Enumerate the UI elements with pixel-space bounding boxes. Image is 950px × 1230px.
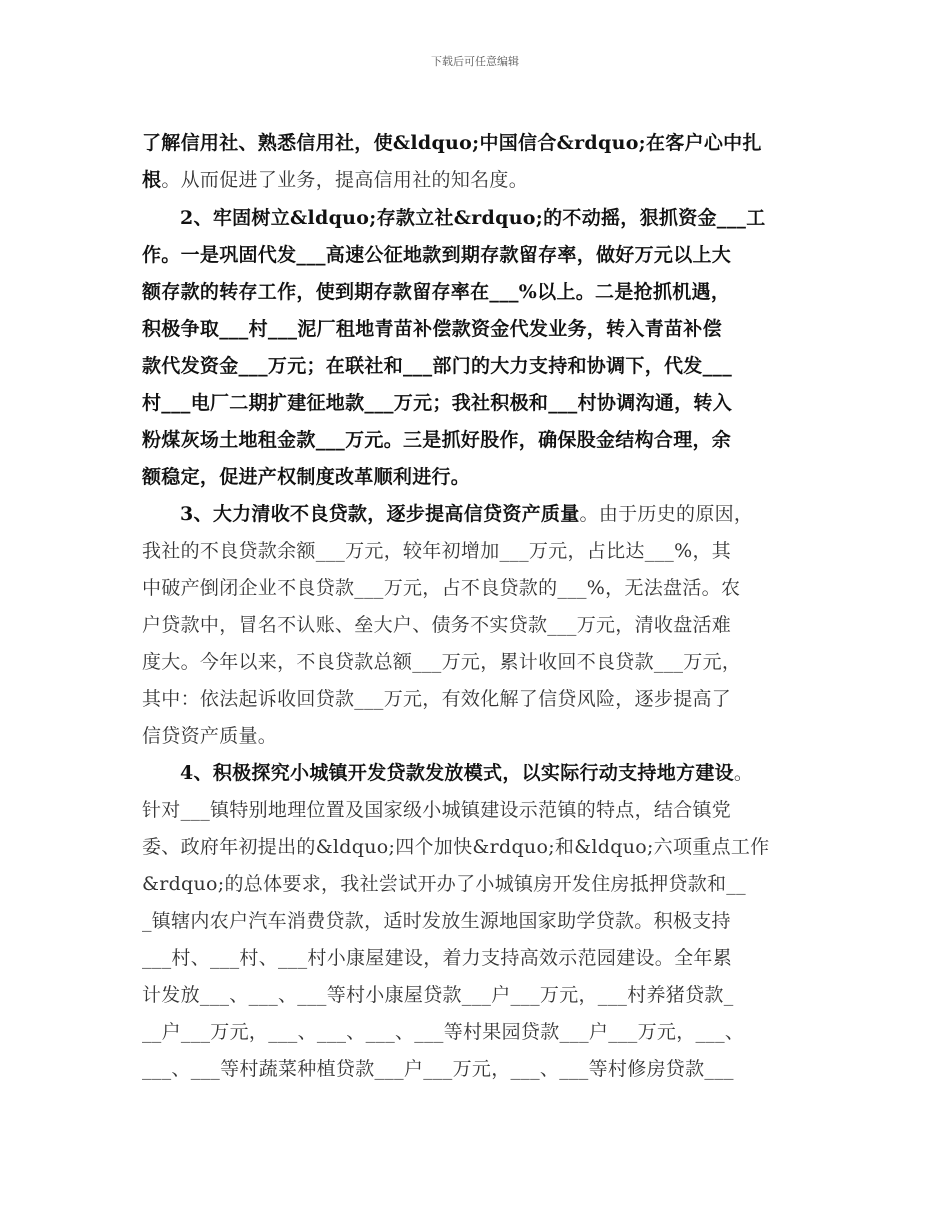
text-line (142, 240, 731, 267)
text-line (142, 980, 734, 1007)
bold-text-segment: 3、大力清收不良贷款，逐步提高信贷资产质量 (180, 503, 580, 525)
text-segment: &rdquo;的总体要求，我社尝试开办了小城镇房开发住房抵押贷款和__ (142, 873, 746, 895)
text-line (180, 499, 753, 526)
text-line (142, 462, 470, 489)
text-segment: ___村、___村、___村小康屋建设，着力支持高效示范园建设。全年累 (142, 947, 733, 969)
text-line (180, 203, 766, 230)
bold-text-segment: 4、积极探究小城镇开发贷款发放模式，以实际行动支持地方建设 (180, 762, 734, 784)
text-line (142, 425, 731, 452)
text-line (142, 684, 731, 711)
text-segment: 委、政府年初提出的&ldquo;四个加快&rdquo;和&ldquo;六项重点工作 (142, 836, 770, 858)
text-line (142, 388, 732, 415)
text-line (142, 610, 731, 637)
text-segment: _镇辖内农户汽车消费贷款，适时发放生源地国家助学贷款。积极支持 (142, 910, 731, 932)
text-line (142, 165, 528, 192)
text-line (142, 832, 769, 859)
text-segment: 户贷款中，冒名不认账、垒大户、债务不实贷款___万元，清收盘活难 (142, 614, 732, 636)
bold-text-segment: 额存款的转存工作，使到期存款留存率在___%以上。二是抢抓机遇， (142, 281, 731, 303)
bold-text-segment: 作。一是巩固代发___高速公征地款到期存款留存率，做好万元以上大 (142, 244, 732, 266)
text-line (142, 795, 731, 822)
text-line (142, 943, 732, 970)
text-line (142, 906, 731, 933)
text-segment: 中破产倒闭企业不良贷款___万元，占不良贷款的___%，无法盘活。农 (142, 577, 741, 599)
text-line (142, 647, 741, 674)
bold-text-segment: 了解信用社、熟悉信用社，使&ldquo;中国信合&rdquo;在客户心中扎 (142, 132, 762, 154)
text-line (142, 314, 722, 341)
text-line (180, 758, 753, 785)
text-line (142, 128, 762, 155)
bold-text-segment: 额稳定，促进产权制度改革顺利进行。 (142, 466, 471, 488)
bold-text-segment: 积极争取___村___泥厂租地青苗补偿款资金代发业务，转入青苗补偿 (142, 318, 722, 340)
text-segment: 。从而促进了业务，提高信用社的知名度。 (161, 169, 529, 191)
text-segment: 计发放___、___、___等村小康屋贷款___户___万元，___村养猪贷款_ (142, 984, 734, 1006)
text-line (142, 721, 277, 748)
text-segment: 其中：依法起诉收回贷款___万元，有效化解了信贷风险，逐步提高了 (142, 688, 732, 710)
text-line (142, 1054, 734, 1081)
bold-text-segment: 款代发资金___万元；在联社和___部门的大力支持和协调下，代发___ (142, 355, 733, 377)
text-segment: ___、___等村蔬菜种植贷款___户___万元，___、___等村修房贷款___ (142, 1058, 734, 1080)
text-segment: 信贷资产质量。 (142, 725, 278, 747)
text-segment: __户___万元，___、___、___、___等村果园贷款___户___万元，___、 (142, 1021, 745, 1043)
text-segment: 我社的不良贷款余额___万元，较年初增加___万元，占比达___%，其 (142, 540, 732, 562)
text-segment: 。由于历史的原因， (579, 503, 754, 525)
text-line (142, 869, 746, 896)
text-line (142, 351, 732, 378)
text-line (142, 536, 731, 563)
text-segment: 度大。今年以来，不良贷款总额___万元，累计收回不良贷款___万元， (142, 651, 742, 673)
text-line (142, 1017, 744, 1044)
bold-text-segment: 2、牢固树立&ldquo;存款立社&rdquo;的不动摇，狠抓资金___工 (180, 207, 766, 229)
text-line (142, 573, 740, 600)
page-header: 下载后可任意编辑 (431, 55, 519, 68)
bold-text-segment: 村___电厂二期扩建征地款___万元；我社积极和___村协调沟通，转入 (142, 392, 733, 414)
bold-text-segment: 根 (142, 169, 162, 191)
bold-text-segment: 粉煤灰场土地租金款___万元。三是抓好股作，确保股金结构合理，余 (142, 429, 732, 451)
text-segment: 。 (733, 762, 754, 784)
text-line (142, 277, 730, 304)
text-segment: 针对___镇特别地理位置及国家级小城镇建设示范镇的特点，结合镇党 (142, 799, 732, 821)
